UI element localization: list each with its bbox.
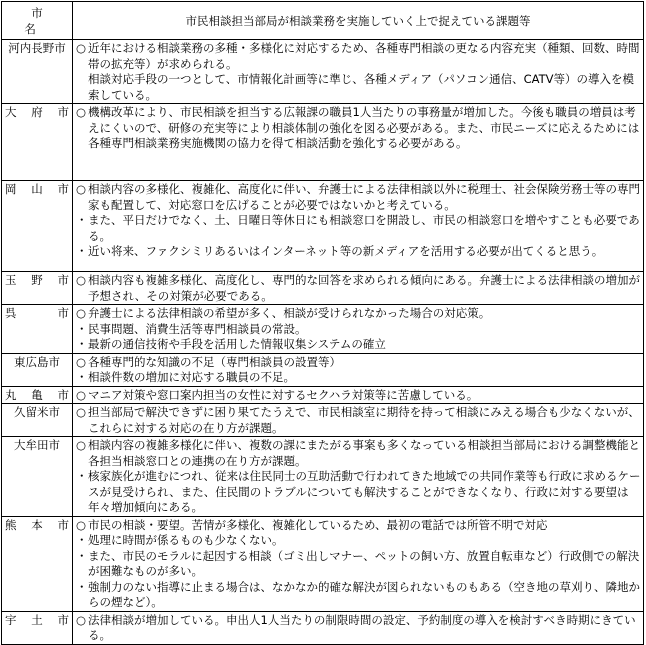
city-name: 久留米市: [2, 404, 73, 437]
city-name: 大府市: [2, 104, 73, 181]
circle-bullet-icon: ○: [76, 612, 87, 627]
table-row: [2, 272, 644, 305]
issue-item: [76, 72, 641, 103]
issues-cell: [73, 104, 644, 181]
circle-bullet-icon: ○: [76, 354, 87, 369]
city-name: 熊本市: [2, 516, 73, 611]
issue-item: [76, 322, 641, 338]
issue-text: 相談件数の増加に対応する職員の不足。: [88, 370, 295, 384]
circle-bullet-icon: ○: [76, 41, 87, 55]
issues-cell: [73, 516, 644, 611]
city-name: 玉野市: [2, 272, 73, 305]
city-name: 宇土市: [2, 611, 73, 644]
header-city: 市 名: [2, 2, 73, 40]
issue-text: また、平日だけでなく、土、日曜日等休日にも相談窓口を開設し、市民の相談窓口を増やすことも必要である。: [88, 213, 640, 243]
issue-text: 相談対応手段の一つとして、市情報化計画等に準じ、各種メディア（パソコン通信、CATV等）の導入を模索している。: [88, 72, 635, 102]
city-name: 呉市: [2, 305, 73, 354]
issues-cell: [73, 437, 644, 517]
dot-bullet-icon: ・: [76, 321, 88, 336]
issue-text: 民事問題、消費生活等専門相談員の常設。: [88, 321, 307, 336]
issue-item: [76, 613, 641, 644]
issue-item: [76, 438, 641, 469]
table-row: [2, 437, 644, 517]
issue-item: [76, 41, 641, 72]
issue-text: 相談内容の多様化、複雑化、高度化に伴い、弁護士による法律相談以外に税理士、社会保険労務士等の専門家も配置して、対応窓口を広げることが必要ではないかと考えている。: [88, 182, 640, 212]
issue-text: 相談内容も複雑多様化、高度化し、専門的な回答を求められる傾向にある。弁護士による法律相談の増加が予想され、その対策が必要である。: [88, 273, 640, 303]
issue-text: 弁護士による法律相談の希望が多く、相談が受けられなかった場合の対応策。: [88, 306, 491, 320]
issue-text: また、市民のモラルに起因する相談（ゴミ出しマナー、ペットの飼い方、放置自転車など）行政側での解決が困難なものが多い。: [88, 548, 640, 578]
city-name: 岡山市: [2, 181, 73, 272]
dot-bullet-icon: ・: [76, 213, 88, 227]
dot-bullet-icon: ・: [76, 469, 88, 483]
issue-item: [76, 533, 641, 549]
circle-bullet-icon: ○: [76, 517, 87, 532]
issue-item: [76, 518, 641, 534]
issue-item: [76, 306, 641, 322]
table-row: [2, 305, 644, 354]
issue-text: マニア対策や窓口案内担当の女性に対するセクハラ対策等に苦慮している。: [88, 387, 479, 402]
issue-text: 最新の通信技術や手段を活用した情報収集システムの確立: [88, 337, 386, 351]
dot-bullet-icon: ・: [76, 244, 88, 258]
city-name: 丸亀市: [2, 386, 73, 404]
dot-bullet-icon: ・: [76, 533, 88, 547]
table-row: [2, 104, 644, 181]
dot-bullet-icon: ・: [76, 548, 88, 563]
circle-bullet-icon: ○: [76, 387, 87, 402]
issue-item: [76, 388, 641, 404]
issue-item: [76, 355, 641, 371]
table-row: [2, 40, 644, 104]
issue-item: [76, 182, 641, 213]
issue-item: [76, 105, 641, 152]
issue-text: 近い将来、ファクシミリあるいはインターネット等の新メディアを活用する必要が出てくると思う。: [88, 244, 604, 258]
issue-text: 各種専門的な知識の不足（専門相談員の設置等）: [88, 354, 341, 369]
circle-bullet-icon: ○: [76, 438, 87, 452]
header-row: [2, 2, 644, 40]
circle-bullet-icon: ○: [76, 405, 87, 419]
issue-item: [76, 370, 641, 386]
dot-bullet-icon: ・: [76, 337, 88, 351]
issue-item: [76, 273, 641, 304]
dot-bullet-icon: ・: [76, 370, 88, 384]
circle-bullet-icon: ○: [76, 105, 87, 119]
city-name: 東広島市: [2, 353, 73, 386]
issues-table: [1, 1, 644, 645]
issue-text: 法律相談が増加している。申出人1人当たりの制限時間の設定、予約制度の導入を検討すべき時期にきている。: [88, 612, 636, 642]
table-row: [2, 404, 644, 437]
circle-bullet-icon: ○: [76, 182, 87, 196]
issue-item: [76, 213, 641, 244]
issue-text: 相談内容の複雑多様化に伴い、複数の課にまたがる事案も多くなっている相談担当部局における調整機能と各担当相談窓口との連携の在り方が課題。: [88, 438, 640, 468]
issue-text: 処理に時間が係るものも少なくない。: [88, 533, 284, 547]
issues-cell: [73, 386, 644, 404]
issues-cell: [73, 40, 644, 104]
dot-bullet-icon: ・: [76, 579, 88, 594]
table-row: [2, 516, 644, 611]
circle-bullet-icon: ○: [76, 273, 87, 287]
issue-item: [76, 337, 641, 353]
city-name: 大牟田市: [2, 437, 73, 517]
issue-text: 強制力のない指導に止まる場合は、なかなか的確な解決が図られないものもある（空き地の草刈り、隣地からの煙など）。: [88, 579, 640, 609]
table-row: [2, 181, 644, 272]
issue-item: [76, 244, 641, 260]
issues-cell: [73, 404, 644, 437]
issues-cell: [73, 181, 644, 272]
issue-item: [76, 580, 641, 611]
table-row: [2, 353, 644, 386]
issue-text: 市民の相談・要望。苦情が多様化、複雑化しているため、最初の電話では所管不明で対応: [88, 517, 548, 532]
city-name: 河内長野市: [2, 40, 73, 104]
issue-text: 担当部局で解決できずに困り果てたうえで、市民相談室に期待を持って相談にみえる場合も少なくないが、これらに対する対応の在り方が課題。: [88, 405, 640, 435]
table-row: [2, 386, 644, 404]
issue-item: [76, 469, 641, 516]
issue-text: 機構改革により、市民相談を担当する広報課の職員1人当たりの事務量が増加した。今後も職員の増員は考えにくいので、研修の充実等により相談体制の強化を図る必要がある。また、市民ニーズに応えるためには各種専門相談業務実施機関の協力を得て相談活動を強化する必要がある。: [88, 105, 640, 150]
header-issues: 市民相談担当部局が相談業務を実施していく上で捉えている課題等: [73, 2, 644, 40]
issue-text: 近年における相談業務の多種・多様化に対応するため、各種専門相談の更なる内容充実（種類、回数、時間帯の拡充等）が求められる。: [88, 41, 640, 71]
issue-text: 核家族化が進むにつれ、従来は住民同士の互助活動で行われてきた地域での共同作業等も行政に求めるケースが見受けられ、また、住民間のトラブルについても解決することができなくなり、行政に対する要望は年々増加傾向にある。: [88, 469, 641, 514]
issue-item: [76, 405, 641, 436]
table-row: [2, 611, 644, 644]
issue-item: [76, 549, 641, 580]
issues-cell: [73, 353, 644, 386]
issues-cell: [73, 611, 644, 644]
issues-cell: [73, 272, 644, 305]
issues-cell: [73, 305, 644, 354]
circle-bullet-icon: ○: [76, 306, 87, 320]
